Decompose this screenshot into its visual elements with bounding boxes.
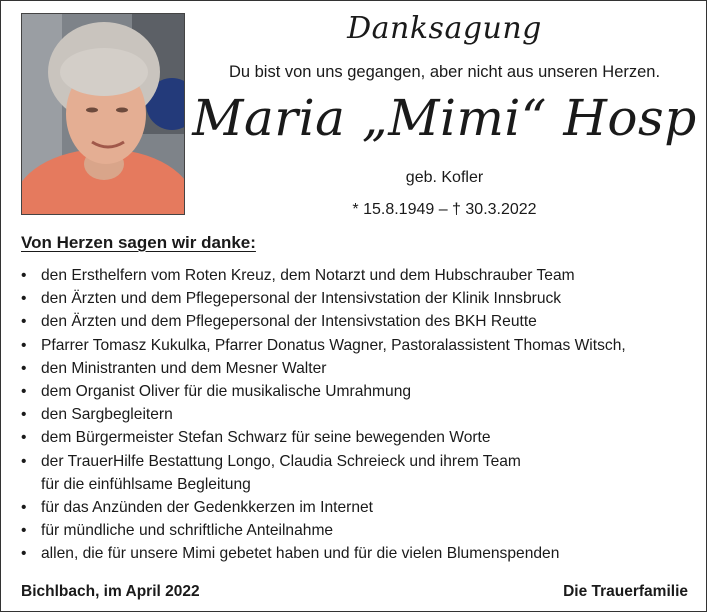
list-item-text: den Ersthelfern vom Roten Kreuz, dem Notarzt und dem Hubschrauber Team — [41, 267, 575, 284]
bullet: • — [21, 267, 27, 284]
list-item-text: den Sargbegleitern — [41, 406, 173, 424]
list-item-text: dem Organist Oliver für die musikalische Umrahmung — [41, 383, 412, 401]
bullet: • — [21, 290, 27, 308]
list-item — [21, 450, 691, 496]
signature: Die Trauerfamilie — [563, 583, 688, 600]
list-item-text: allen, die für unsere Mimi gebetet haben und für die vielen Blumenspenden — [41, 545, 560, 563]
birth-name: geb. Kofler — [405, 169, 484, 186]
thanks-list — [21, 264, 691, 566]
bullet: • — [21, 452, 27, 470]
list-item-text: den Ärzten und dem Pflegepersonal der Intensivstation der Klinik Innsbruck — [41, 290, 562, 308]
list-item-text: Pfarrer Tomasz Kukulka, Pfarrer Donatus Wagner, Pastoralassistent Thomas Witsch, — [41, 336, 626, 354]
list-item — [21, 403, 691, 426]
list-item — [21, 357, 691, 380]
list-item — [21, 496, 691, 519]
list-item-text: der TrauerHilfe Bestattung Longo, Claudia Schreieck und ihrem Team für die einfühlsame Begleitung — [41, 452, 521, 493]
list-item — [21, 334, 691, 357]
list-item-text: für mündliche und schriftliche Anteilnahme — [41, 522, 334, 540]
place-and-date: Bichlbach, im April 2022 — [21, 583, 200, 600]
portrait-illustration — [22, 14, 184, 214]
life-dates: * 15.8.1949 – † 30.3.2022 — [352, 201, 537, 218]
list-item — [21, 380, 691, 403]
list-item — [21, 542, 691, 565]
memorial-subline: Du bist von uns gegangen, aber nicht aus unseren Herzen. — [228, 63, 661, 81]
page-title: Danksagung — [347, 11, 542, 46]
bullet: • — [21, 406, 27, 424]
list-item — [21, 310, 691, 333]
list-item — [21, 426, 691, 449]
list-item-text: den Ministranten und dem Mesner Walter — [41, 359, 327, 377]
bullet: • — [21, 429, 27, 447]
bullet: • — [21, 545, 27, 563]
bullet: • — [21, 499, 27, 517]
bullet: • — [21, 313, 27, 331]
list-item-text: den Ärzten und dem Pflegepersonal der Intensivstation des BKH Reutte — [41, 313, 537, 331]
deceased-name: Maria „Mimi“ Hosp — [192, 89, 697, 147]
list-item — [21, 264, 691, 287]
list-item-text: dem Bürgermeister Stefan Schwarz für seine bewegenden Worte — [41, 429, 491, 447]
list-item-text: für das Anzünden der Gedenkkerzen im Internet — [41, 499, 373, 517]
bullet: • — [21, 383, 27, 401]
bullet: • — [21, 522, 27, 540]
bullet: • — [21, 336, 27, 354]
portrait-photo — [21, 13, 185, 215]
list-item — [21, 519, 691, 542]
list-item — [21, 287, 691, 310]
bullet: • — [21, 359, 27, 377]
thanks-heading: Von Herzen sagen wir danke: — [21, 233, 256, 252]
